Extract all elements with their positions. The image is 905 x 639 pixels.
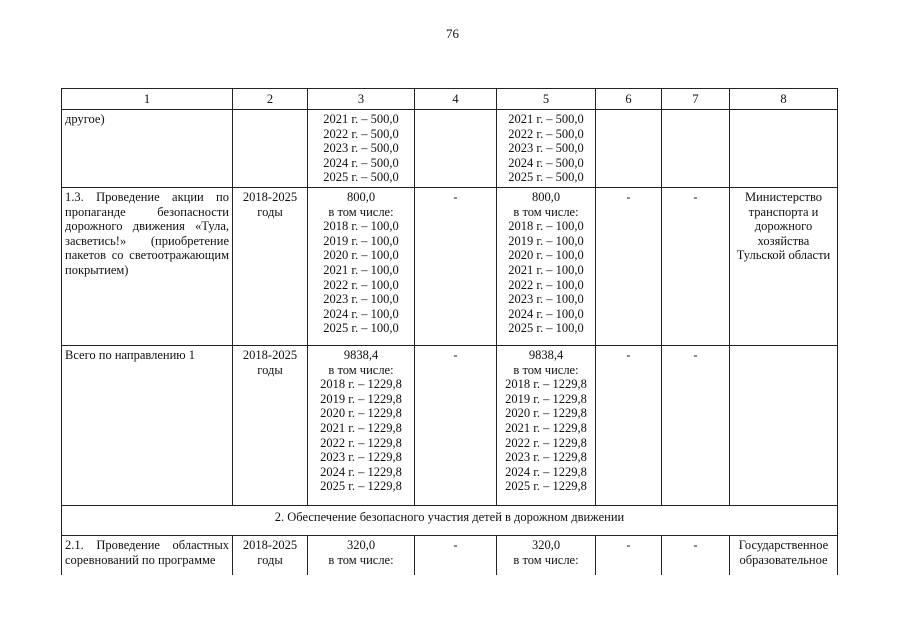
amounts-cell (308, 345, 415, 505)
section-header-row (62, 505, 838, 535)
dash-cell: - (415, 345, 497, 505)
empty-cell (233, 110, 308, 188)
amount-line: 2020 г. – 100,0 (323, 248, 399, 263)
amount-line: 2021 г. – 1229,8 (505, 420, 587, 435)
empty-cell (596, 110, 662, 188)
amounts-cell (308, 187, 415, 345)
amount-line: 2023 г. – 1229,8 (320, 450, 402, 465)
amount-line: 2021 г. – 100,0 (508, 262, 584, 277)
empty-cell (730, 110, 838, 188)
period-cell: 2018-2025 годы (233, 345, 308, 505)
amount-line: 2023 г. – 500,0 (508, 141, 584, 156)
empty-cell (662, 110, 730, 188)
amounts-cell (497, 535, 596, 575)
dash-cell: - (415, 535, 497, 575)
amount-line: 2025 г. – 1229,8 (320, 479, 402, 494)
amount-line: 2025 г. – 100,0 (323, 321, 399, 336)
row-title: 2.1. Проведение областных соревнований по программе (62, 535, 233, 575)
amount-line: 2023 г. – 500,0 (323, 141, 399, 156)
amounts-cell (497, 110, 596, 188)
amounts-cell (308, 110, 415, 188)
amount-line: 2018 г. – 1229,8 (505, 377, 587, 392)
amount-line: в том числе: (513, 552, 579, 567)
amount-line: 2022 г. – 500,0 (323, 126, 399, 141)
amount-line: 2023 г. – 1229,8 (505, 450, 587, 465)
header-cell: 5 (497, 89, 596, 110)
amount-line: 2021 г. – 500,0 (323, 112, 399, 126)
header-cell: 1 (62, 89, 233, 110)
amount-line: 2025 г. – 1229,8 (505, 479, 587, 494)
amount-line: 2025 г. – 500,0 (508, 170, 584, 185)
amount-line: 2018 г. – 1229,8 (320, 377, 402, 392)
amount-line: 320,0 (531, 537, 561, 552)
row-title: Всего по направлению 1 (62, 345, 233, 505)
dash-cell: - (415, 187, 497, 345)
amount-line: 9838,4 (343, 347, 379, 362)
amount-line: 2019 г. – 1229,8 (320, 391, 402, 406)
header-row (62, 89, 838, 110)
period-cell: 2018-2025 годы (233, 187, 308, 345)
amount-line: 2021 г. – 100,0 (323, 262, 399, 277)
table-row-total (62, 345, 838, 505)
table-row-continued (62, 110, 838, 188)
header-cell: 4 (415, 89, 497, 110)
amount-line: 2023 г. – 100,0 (323, 292, 399, 307)
row-title: другое) (62, 110, 233, 188)
period-cell: 2018-2025 годы (233, 535, 308, 575)
amount-line: 9838,4 (528, 347, 564, 362)
amount-line: 2022 г. – 1229,8 (505, 435, 587, 450)
amount-line: 2024 г. – 100,0 (323, 306, 399, 321)
table-row-2-1 (62, 535, 838, 575)
amounts-cell (497, 187, 596, 345)
amount-line: 2018 г. – 100,0 (323, 219, 399, 234)
amount-line: в том числе: (328, 204, 394, 219)
amount-line: в том числе: (513, 204, 579, 219)
header-cell: 6 (596, 89, 662, 110)
amounts-cell (308, 535, 415, 575)
amount-line: 2024 г. – 1229,8 (505, 464, 587, 479)
amount-line: 2021 г. – 1229,8 (320, 420, 402, 435)
amount-line: 2024 г. – 500,0 (508, 155, 584, 170)
amount-line: в том числе: (328, 552, 394, 567)
dash-cell: - (596, 535, 662, 575)
header-cell: 2 (233, 89, 308, 110)
amount-line: 2025 г. – 100,0 (508, 321, 584, 336)
amount-line: 2020 г. – 1229,8 (505, 406, 587, 421)
amount-line: 2022 г. – 1229,8 (320, 435, 402, 450)
amount-line: 2024 г. – 500,0 (323, 155, 399, 170)
amount-line: 2024 г. – 1229,8 (320, 464, 402, 479)
section-title: 2. Обеспечение безопасного участия детей в дорожном движении (62, 505, 838, 535)
amount-line: 800,0 (531, 189, 561, 204)
amount-line: 320,0 (346, 537, 376, 552)
amount-line: 2019 г. – 100,0 (508, 233, 584, 248)
amount-line: 2025 г. – 500,0 (323, 170, 399, 185)
dash-cell: - (662, 535, 730, 575)
header-cell: 8 (730, 89, 838, 110)
amount-line: 2024 г. – 100,0 (508, 306, 584, 321)
header-cell: 3 (308, 89, 415, 110)
amount-line: 2022 г. – 100,0 (323, 277, 399, 292)
dash-cell: - (662, 187, 730, 345)
amount-line: 2018 г. – 100,0 (508, 219, 584, 234)
header-cell: 7 (662, 89, 730, 110)
amount-line: 800,0 (346, 189, 376, 204)
amount-line: 2020 г. – 1229,8 (320, 406, 402, 421)
amount-line: 2019 г. – 1229,8 (505, 391, 587, 406)
executor-cell: Государственное образовательное (730, 535, 838, 575)
amount-line: в том числе: (328, 362, 394, 377)
dash-cell: - (596, 345, 662, 505)
amounts-cell (497, 345, 596, 505)
amount-line: 2022 г. – 100,0 (508, 277, 584, 292)
dash-cell: - (662, 345, 730, 505)
table-row-1-3 (62, 187, 838, 345)
amount-line: 2019 г. – 100,0 (323, 233, 399, 248)
amount-line: 2021 г. – 500,0 (508, 112, 584, 126)
amount-line: 2023 г. – 100,0 (508, 292, 584, 307)
executor-cell: Министерство транспорта и дорожного хозяйства Тульской области (730, 187, 838, 345)
empty-cell (415, 110, 497, 188)
amount-line: 2020 г. – 100,0 (508, 248, 584, 263)
dash-cell: - (596, 187, 662, 345)
amount-line: в том числе: (513, 362, 579, 377)
empty-cell (730, 345, 838, 505)
program-table (61, 88, 838, 575)
row-title: 1.3. Проведение акции по пропаганде безопасности дорожного движения «Тула, засветись!» (приобретение пакетов со светоотражающим покрытием) (62, 187, 233, 345)
page-number: 76 (446, 26, 459, 41)
amount-line: 2022 г. – 500,0 (508, 126, 584, 141)
